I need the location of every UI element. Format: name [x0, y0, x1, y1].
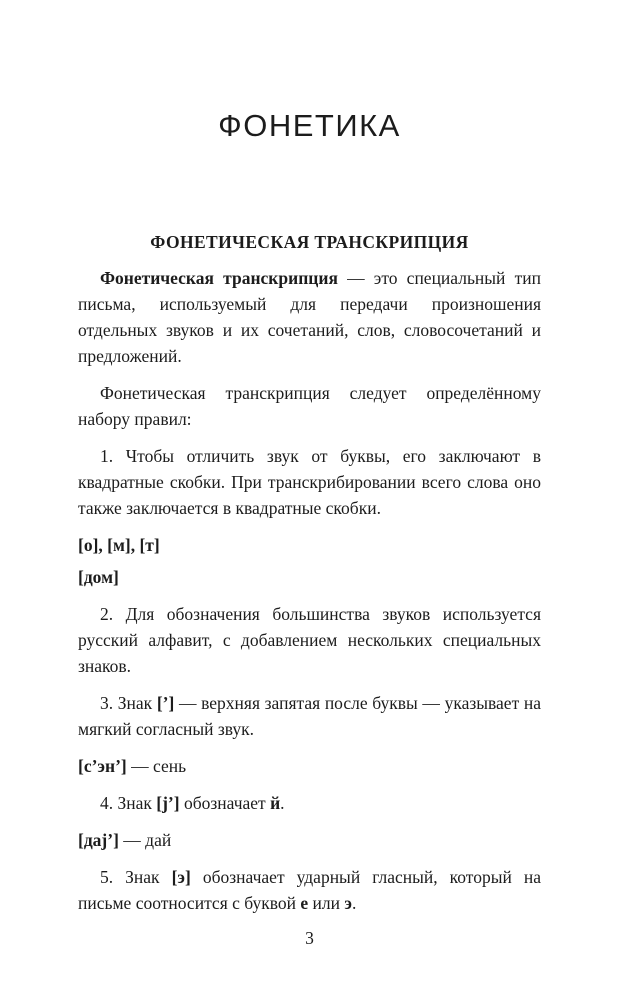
paragraph — [78, 601, 541, 679]
paragraph — [78, 265, 541, 369]
text-segment: [дом] — [78, 567, 119, 587]
text-segment: [о], [м], [т] — [78, 535, 160, 555]
text-segment: 1. Чтобы отличить звук от буквы, его заключают в квадратные скобки. При транскрибировании всего слова оно также заключается в квадратные скобки. — [78, 446, 541, 518]
example-line — [78, 753, 541, 779]
text-segment: [’] — [156, 693, 175, 713]
text-segment: Фонетическая транскрипция — [100, 268, 338, 288]
example-line — [78, 564, 541, 590]
text-segment: или — [308, 893, 345, 913]
example-line — [78, 532, 541, 558]
paragraph — [78, 690, 541, 742]
text-segment: э — [344, 893, 352, 913]
text-segment: . — [351, 893, 357, 913]
text-segment: — дай — [118, 830, 172, 850]
chapter-title: ФОНЕТИКА — [218, 108, 401, 143]
text-segment: — сень — [126, 756, 187, 776]
paragraph — [78, 864, 541, 916]
text-segment: Фонетическая транскрипция следует определённому набору правил: — [78, 383, 541, 429]
text-segment: [j’] — [156, 793, 180, 813]
text-segment: 4. Знак — [100, 793, 157, 813]
text-segment: [даj’] — [78, 830, 119, 850]
page-number: 3 — [305, 928, 314, 948]
text-segment: — верхняя запятая после буквы — указывает на мягкий согласный звук. — [78, 693, 541, 739]
text-segment: й — [270, 793, 281, 813]
body-text — [0, 253, 619, 916]
text-segment: . — [280, 793, 285, 813]
paragraph — [78, 380, 541, 432]
example-line — [78, 827, 541, 853]
text-segment: обозначает ударный гласный, который на письме соотносится с буквой — [78, 867, 542, 913]
text-segment: 3. Знак — [100, 693, 157, 713]
paragraph — [78, 790, 541, 816]
text-segment: [с’эн’] — [78, 756, 127, 776]
text-segment: обозначает — [179, 793, 271, 813]
text-segment: е — [300, 893, 309, 913]
text-segment: 2. Для обозначения большинства звуков используется русский алфавит, с добавлением нескольких специальных знаков. — [78, 604, 541, 676]
text-segment: 5. Знак — [100, 867, 172, 887]
paragraph — [78, 443, 541, 521]
section-heading: ФОНЕТИЧЕСКАЯ ТРАНСКРИПЦИЯ — [150, 232, 469, 252]
text-segment: — это специальный тип письма, используемый для передачи произношения отдельных звуков и их сочетаний, слов, словосочетаний и предложений. — [78, 268, 541, 366]
text-segment: [э] — [171, 867, 191, 887]
